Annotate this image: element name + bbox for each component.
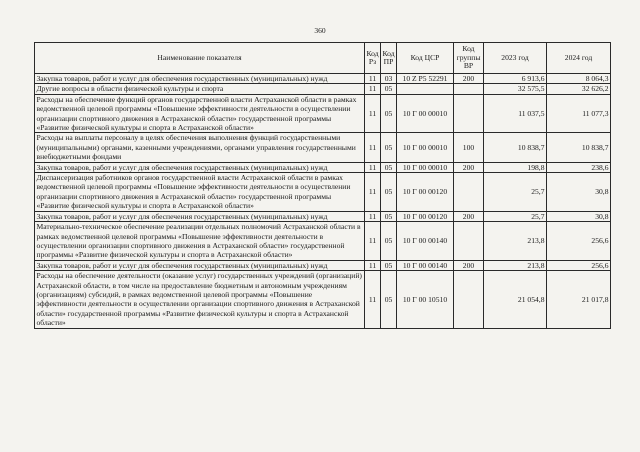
cell-2024: 21 017,8 — [547, 271, 611, 328]
cell-csr: 10 Г 00 00010 — [397, 94, 454, 133]
cell-csr: 10 Г 00 10510 — [397, 271, 454, 328]
budget-table — [34, 42, 611, 329]
cell-csr: 10 Z P5 52291 — [397, 74, 454, 84]
cell-2023: 25,7 — [484, 173, 547, 212]
cell-2023: 21 054,8 — [484, 271, 547, 328]
cell-vr — [454, 222, 484, 261]
cell-csr: 10 Г 00 00140 — [397, 260, 454, 270]
cell-vr: 200 — [454, 211, 484, 221]
cell-rz: 11 — [365, 271, 381, 328]
header-csr: Код ЦСР — [397, 43, 454, 74]
cell-vr — [454, 173, 484, 212]
cell-pr: 05 — [381, 211, 397, 221]
cell-pr: 05 — [381, 94, 397, 133]
cell-pr: 05 — [381, 222, 397, 261]
cell-pr: 05 — [381, 162, 397, 172]
cell-pr: 05 — [381, 84, 397, 94]
cell-pr: 05 — [381, 271, 397, 328]
header-vr: Код группы ВР — [454, 43, 484, 74]
cell-2024: 238,6 — [547, 162, 611, 172]
cell-name: Материально-техническое обеспечение реализации отдельных полномочий Астраханской области в рамках ведомственной целевой программы «Повышение эффективности деятельности в осуществлении организации спортивного движения в Астраханской области» государственной программы «Развитие физической культуры и спорта в Астраханской области» — [35, 222, 365, 261]
cell-rz: 11 — [365, 162, 381, 172]
cell-2023: 198,8 — [484, 162, 547, 172]
header-name: Наименование показателя — [35, 43, 365, 74]
cell-rz: 11 — [365, 222, 381, 261]
cell-vr — [454, 271, 484, 328]
cell-2024: 30,8 — [547, 211, 611, 221]
cell-rz: 11 — [365, 133, 381, 162]
table-header-row — [35, 43, 611, 74]
header-pr: Код ПР — [381, 43, 397, 74]
table-row — [35, 173, 611, 212]
cell-pr: 03 — [381, 74, 397, 84]
cell-rz: 11 — [365, 211, 381, 221]
table-row — [35, 74, 611, 84]
table-row — [35, 94, 611, 133]
cell-name: Закупка товаров, работ и услуг для обеспечения государственных (муниципальных) нужд — [35, 260, 365, 270]
header-year-2024: 2024 год — [547, 43, 611, 74]
cell-vr: 200 — [454, 162, 484, 172]
table-body — [35, 74, 611, 329]
cell-vr: 100 — [454, 133, 484, 162]
cell-2024: 10 838,7 — [547, 133, 611, 162]
cell-pr: 05 — [381, 173, 397, 212]
cell-vr — [454, 94, 484, 133]
cell-name: Расходы на обеспечение деятельности (оказание услуг) государственных учреждений (организаций) Астраханской области, в том числе на предоставление бюджетным и автономным учреждениям (организациям) субсидий, в рамках ведомственной целевой программы «Повышение эффективности деятельности в осуществлении организации спортивного движения в Астраханской области» государственной программы «Развитие физической культуры и спорта в Астраханской области» — [35, 271, 365, 328]
table-row — [35, 260, 611, 270]
cell-2023: 213,8 — [484, 260, 547, 270]
cell-name: Закупка товаров, работ и услуг для обеспечения государственных (муниципальных) нужд — [35, 211, 365, 221]
cell-2024: 256,6 — [547, 260, 611, 270]
header-year-2023: 2023 год — [484, 43, 547, 74]
cell-vr — [454, 84, 484, 94]
cell-2023: 25,7 — [484, 211, 547, 221]
cell-2024: 256,6 — [547, 222, 611, 261]
cell-2024: 11 077,3 — [547, 94, 611, 133]
table-row — [35, 271, 611, 328]
cell-2024: 32 626,2 — [547, 84, 611, 94]
cell-2023: 6 913,6 — [484, 74, 547, 84]
cell-name: Другие вопросы в области физической культуры и спорта — [35, 84, 365, 94]
cell-2023: 10 838,7 — [484, 133, 547, 162]
cell-rz: 11 — [365, 173, 381, 212]
cell-csr: 10 Г 00 00120 — [397, 211, 454, 221]
table-row — [35, 84, 611, 94]
page-number: 360 — [314, 26, 326, 35]
table-row — [35, 222, 611, 261]
cell-vr: 200 — [454, 260, 484, 270]
cell-2023: 32 575,5 — [484, 84, 547, 94]
cell-csr: 10 Г 00 00120 — [397, 173, 454, 212]
cell-name: Закупка товаров, работ и услуг для обеспечения государственных (муниципальных) нужд — [35, 74, 365, 84]
cell-name: Закупка товаров, работ и услуг для обеспечения государственных (муниципальных) нужд — [35, 162, 365, 172]
cell-csr: 10 Г 00 00010 — [397, 162, 454, 172]
cell-2023: 11 037,5 — [484, 94, 547, 133]
table-row — [35, 211, 611, 221]
table-row — [35, 162, 611, 172]
cell-rz: 11 — [365, 74, 381, 84]
cell-name: Расходы на выплаты персоналу в целях обеспечения выполнения функций государственными (муниципальными) органами, казенными учреждениями, органами управления государственными внебюджетными фондами — [35, 133, 365, 162]
cell-vr: 200 — [454, 74, 484, 84]
cell-csr — [397, 84, 454, 94]
cell-pr: 05 — [381, 133, 397, 162]
cell-name: Расходы на обеспечение функций органов государственной власти Астраханской области в рамках ведомственной целевой программы «Повышение эффективности деятельности в осуществлении организации спортивного движения в Астраханской области» государственной программы «Развитие физической культуры и спорта в Астраханской области» — [35, 94, 365, 133]
cell-2023: 213,8 — [484, 222, 547, 261]
cell-csr: 10 Г 00 00140 — [397, 222, 454, 261]
cell-rz: 11 — [365, 84, 381, 94]
cell-2024: 30,8 — [547, 173, 611, 212]
cell-pr: 05 — [381, 260, 397, 270]
cell-rz: 11 — [365, 94, 381, 133]
cell-rz: 11 — [365, 260, 381, 270]
cell-csr: 10 Г 00 00010 — [397, 133, 454, 162]
cell-2024: 8 064,3 — [547, 74, 611, 84]
header-rz: Код Рз — [365, 43, 381, 74]
cell-name: Диспансеризация работников органов государственной власти Астраханской области в рамках ведомственной целевой программы «Повышение эффективности деятельности в осуществлении организации спортивного движения в Астраханской области» государственной программы «Развитие физической культуры и спорта в Астраханской области» — [35, 173, 365, 212]
table-row — [35, 133, 611, 162]
